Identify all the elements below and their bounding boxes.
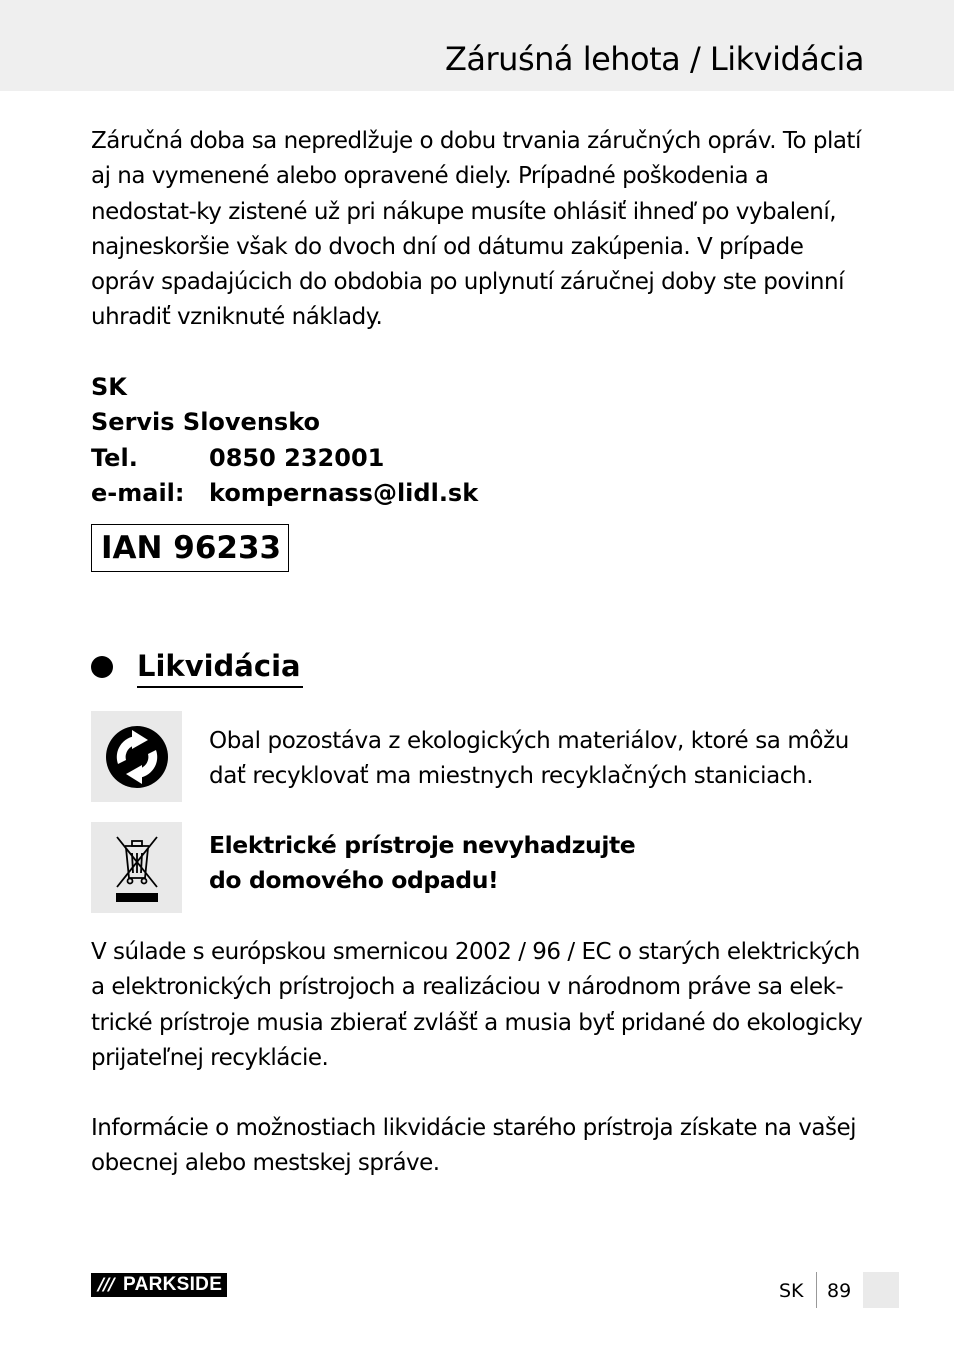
page-number: 89 xyxy=(827,1280,852,1302)
recycling-icon xyxy=(104,724,170,790)
contact-phone-row xyxy=(91,441,478,476)
disposal-heading: Likvidácia xyxy=(137,646,303,688)
directive-paragraph: V súlade s európskou smernicou 2002 / 96 / EC o starých elektrických a elektronických prístrojoch a realizáciou v národnom práve sa elek-trické prístroje musia zbierať zvlášť a musia byť pridané do ekologicky prijateľnej recyklácie. xyxy=(91,939,863,1071)
logo-slashes: /// xyxy=(91,1273,121,1297)
page-title: Záruśná lehota / Likvidácia xyxy=(444,40,864,78)
parkside-logo xyxy=(91,1273,227,1297)
weee-warning xyxy=(209,828,869,899)
phone-value: 0850 232001 xyxy=(209,443,385,472)
contact-service-name: Servis Slovensko xyxy=(91,408,321,437)
footer-language: SK xyxy=(779,1280,804,1302)
service-contact xyxy=(91,370,478,511)
contact-country: SK xyxy=(91,373,127,401)
weee-icon-box xyxy=(91,822,182,913)
packaging-text: Obal pozostáva z ekologických materiálov, ktoré sa môžu dať recyklovať ma miestnych recyklačných staniciach. xyxy=(209,728,849,790)
crossed-bin-icon xyxy=(112,832,162,904)
footer-divider xyxy=(816,1272,817,1308)
weee-warning-line1: Elektrické prístroje nevyhadzujte xyxy=(209,831,636,859)
contact-email-row xyxy=(91,476,478,511)
weee-warning-line2: do domového odpadu! xyxy=(209,866,499,895)
email-value: kompernass@lidl.sk xyxy=(209,478,479,507)
section-bullet-icon xyxy=(91,656,113,678)
recycling-icon-box xyxy=(91,711,182,802)
email-label: e-mail: xyxy=(91,478,185,507)
logo-wordmark: PARKSIDE xyxy=(121,1273,227,1297)
phone-label: Tel. xyxy=(91,443,138,472)
ian-number-box: IAN 96233 xyxy=(91,524,289,572)
warranty-paragraph: Záručná doba sa nepredlžuje o dobu trvania záručných opráv. To platí aj na vymenené alebo opravené diely. Prípadné poškodenia a nedostat-ky zistené už pri nákupe musíte ohlásiť ihneď po vybalení, najneskoršie však do dvoch dní od dátumu zakúpenia. V prípade opráv spadajúcich do obdobia po uplynutí záručnej doby ste povinní uhradiť vzniknuté náklady. xyxy=(91,128,861,331)
footer-tab-marker xyxy=(863,1272,899,1308)
info-paragraph: Informácie o možnostiach likvidácie starého prístroja získate na vašej obecnej alebo mestskej správe. xyxy=(91,1115,857,1177)
